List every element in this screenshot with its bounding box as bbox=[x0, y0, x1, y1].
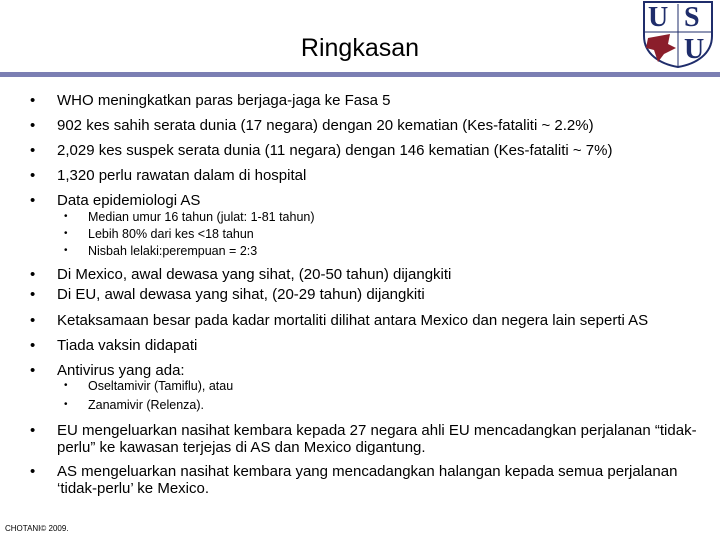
title-rule bbox=[0, 72, 720, 77]
bullet-marker: • bbox=[64, 228, 68, 239]
bullet-marker: • bbox=[30, 92, 36, 109]
svg-text:S: S bbox=[684, 2, 700, 33]
bullet-marker: • bbox=[30, 142, 36, 159]
bullet-marker: • bbox=[30, 286, 36, 303]
bullet-marker: • bbox=[64, 211, 68, 222]
bullet-marker: • bbox=[30, 266, 36, 283]
university-shield-logo bbox=[640, 0, 716, 68]
bullet-marker: • bbox=[30, 312, 36, 329]
svg-text:U: U bbox=[684, 34, 705, 65]
bullet-marker: • bbox=[64, 380, 68, 391]
bullet-marker: • bbox=[30, 422, 36, 439]
bullet-marker: • bbox=[30, 167, 36, 184]
bullet-marker: • bbox=[30, 337, 36, 354]
page-title: Ringkasan bbox=[300, 34, 420, 62]
bullet-marker: • bbox=[30, 362, 36, 379]
bullet-marker: • bbox=[30, 192, 36, 209]
footer-copyright: CHOTANI© 2009. bbox=[5, 524, 69, 533]
svg-text:U: U bbox=[648, 2, 669, 33]
bullet-marker: • bbox=[64, 399, 68, 410]
bullet-marker: • bbox=[64, 245, 68, 256]
bullet-marker: • bbox=[30, 117, 36, 134]
bullet-marker: • bbox=[30, 463, 36, 480]
